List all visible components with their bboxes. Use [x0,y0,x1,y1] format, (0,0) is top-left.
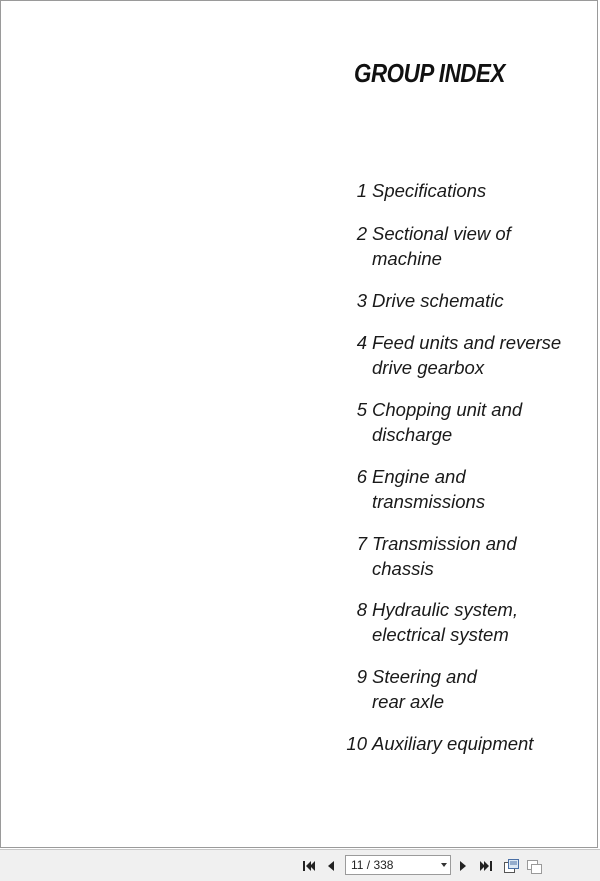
entry-label-continued: machine [372,247,442,269]
entry-number: 2 [356,223,367,244]
entry-label-continued: chassis [372,557,434,579]
entry-label: Auxiliary equipment [372,733,534,754]
entry-number: 4 [356,332,367,353]
page-navigation-toolbar [0,849,600,881]
entry-label: Engine and [372,466,466,487]
entry-label-continued: rear axle [372,690,444,712]
entry-label-continued: electrical system [372,623,509,645]
entry-label: Chopping unit and [372,399,523,420]
entry-label: Steering and [372,666,477,687]
next-page-icon[interactable] [456,858,470,874]
entry-label: Feed units and reverse [372,332,562,353]
previous-page-icon[interactable] [324,858,338,874]
last-page-icon[interactable] [478,858,494,874]
entry-number: 5 [356,399,367,420]
entry-label-continued: drive gearbox [372,356,485,378]
entry-label-continued: discharge [372,423,453,445]
entry-label: Hydraulic system, [372,599,518,620]
entry-number: 9 [356,666,367,687]
entry-label: Drive schematic [372,290,504,311]
entry-number: 6 [356,466,367,487]
entry-number: 7 [356,533,367,554]
entry-number: 3 [356,290,367,311]
group-index-list [1,1,599,849]
entry-label-continued: transmissions [372,490,486,512]
chevron-down-icon[interactable] [441,863,447,867]
page-title: GROUP INDEX [354,58,505,88]
first-page-icon[interactable] [301,858,317,874]
page-number-select[interactable] [345,855,451,875]
page-indicator: 11 / 338 [351,858,394,872]
entry-number: 1 [356,180,367,201]
entry-label: Sectional view of [372,223,511,244]
entry-label: Transmission and [372,533,517,554]
entry-label: Specifications [372,180,487,201]
entry-number: 10 [346,733,367,754]
entry-number: 8 [356,599,367,620]
fit-page-icon[interactable] [502,858,520,874]
fit-width-icon[interactable] [525,858,543,874]
